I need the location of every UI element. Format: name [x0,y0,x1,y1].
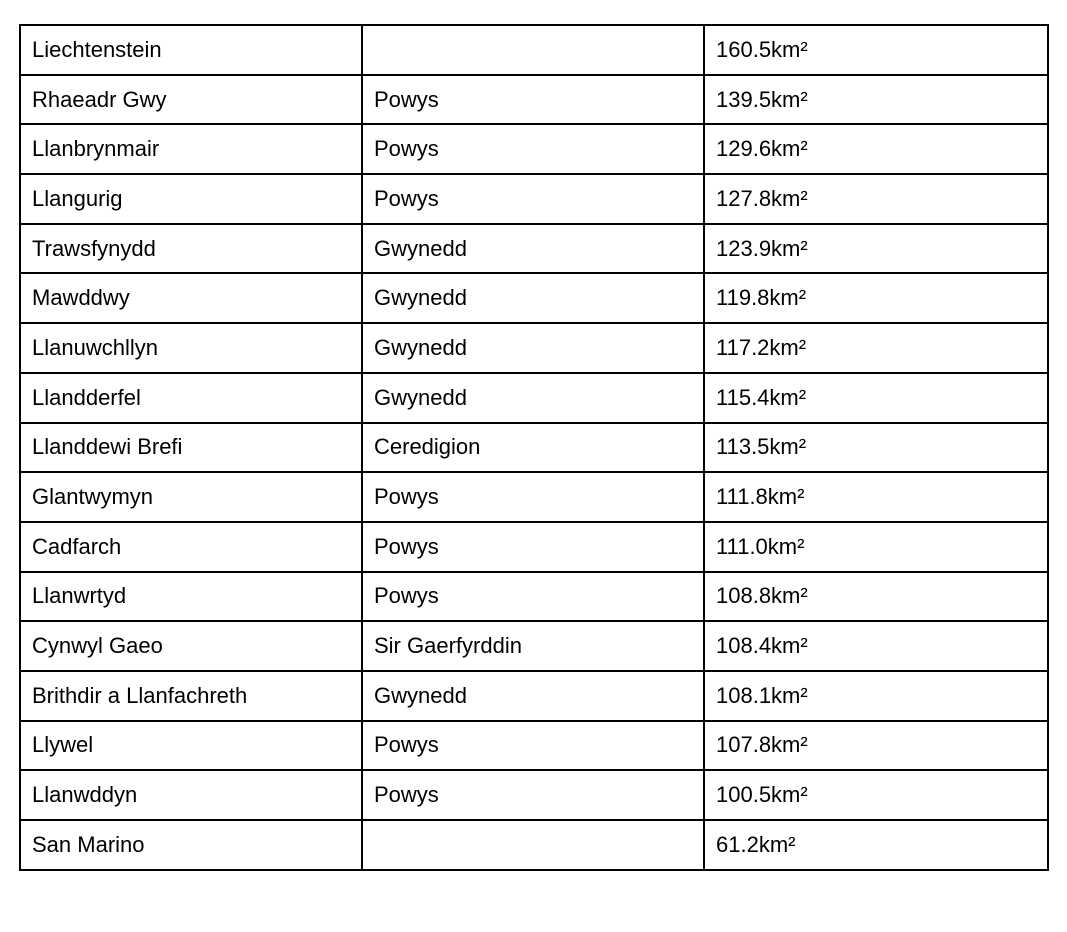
cell-name: Llanwrtyd [20,572,362,622]
cell-county: Powys [362,75,704,125]
cell-name: Cynwyl Gaeo [20,621,362,671]
table-body [20,25,1048,870]
table-row [20,273,1048,323]
cell-area: 108.1km² [704,671,1048,721]
cell-name: Llywel [20,721,362,771]
table-row [20,75,1048,125]
table-row [20,522,1048,572]
cell-name: Liechtenstein [20,25,362,75]
table-row [20,621,1048,671]
cell-area: 139.5km² [704,75,1048,125]
cell-county: Powys [362,472,704,522]
cell-area: 108.4km² [704,621,1048,671]
cell-area: 123.9km² [704,224,1048,274]
table-row [20,323,1048,373]
cell-county: Gwynedd [362,224,704,274]
table-row [20,472,1048,522]
cell-county: Powys [362,174,704,224]
cell-county: Gwynedd [362,373,704,423]
cell-county: Gwynedd [362,273,704,323]
cell-county: Gwynedd [362,323,704,373]
table-row [20,373,1048,423]
cell-area: 127.8km² [704,174,1048,224]
cell-area: 113.5km² [704,423,1048,473]
cell-county [362,820,704,870]
table-row [20,25,1048,75]
cell-name: Cadfarch [20,522,362,572]
cell-county: Powys [362,522,704,572]
cell-county: Powys [362,124,704,174]
table-row [20,124,1048,174]
cell-area: 107.8km² [704,721,1048,771]
cell-county: Powys [362,770,704,820]
cell-area: 108.8km² [704,572,1048,622]
cell-county: Powys [362,572,704,622]
cell-name: Glantwymyn [20,472,362,522]
cell-name: Mawddwy [20,273,362,323]
cell-area: 100.5km² [704,770,1048,820]
cell-name: Llandderfel [20,373,362,423]
cell-county [362,25,704,75]
table-row [20,423,1048,473]
cell-county: Ceredigion [362,423,704,473]
cell-name: Llangurig [20,174,362,224]
cell-name: Llanuwchllyn [20,323,362,373]
cell-name: Trawsfynydd [20,224,362,274]
cell-name: Brithdir a Llanfachreth [20,671,362,721]
cell-area: 119.8km² [704,273,1048,323]
cell-county: Gwynedd [362,671,704,721]
cell-name: Rhaeadr Gwy [20,75,362,125]
cell-name: Llanwddyn [20,770,362,820]
cell-name: Llanddewi Brefi [20,423,362,473]
table-row [20,770,1048,820]
cell-area: 115.4km² [704,373,1048,423]
cell-area: 117.2km² [704,323,1048,373]
table-row [20,572,1048,622]
table-row [20,671,1048,721]
cell-area: 111.8km² [704,472,1048,522]
cell-area: 160.5km² [704,25,1048,75]
table-row [20,721,1048,771]
cell-name: San Marino [20,820,362,870]
cell-name: Llanbrynmair [20,124,362,174]
cell-area: 61.2km² [704,820,1048,870]
cell-area: 111.0km² [704,522,1048,572]
cell-county: Sir Gaerfyrddin [362,621,704,671]
area-table [19,24,1049,871]
cell-area: 129.6km² [704,124,1048,174]
table-row [20,820,1048,870]
table-row [20,174,1048,224]
cell-county: Powys [362,721,704,771]
table-row [20,224,1048,274]
